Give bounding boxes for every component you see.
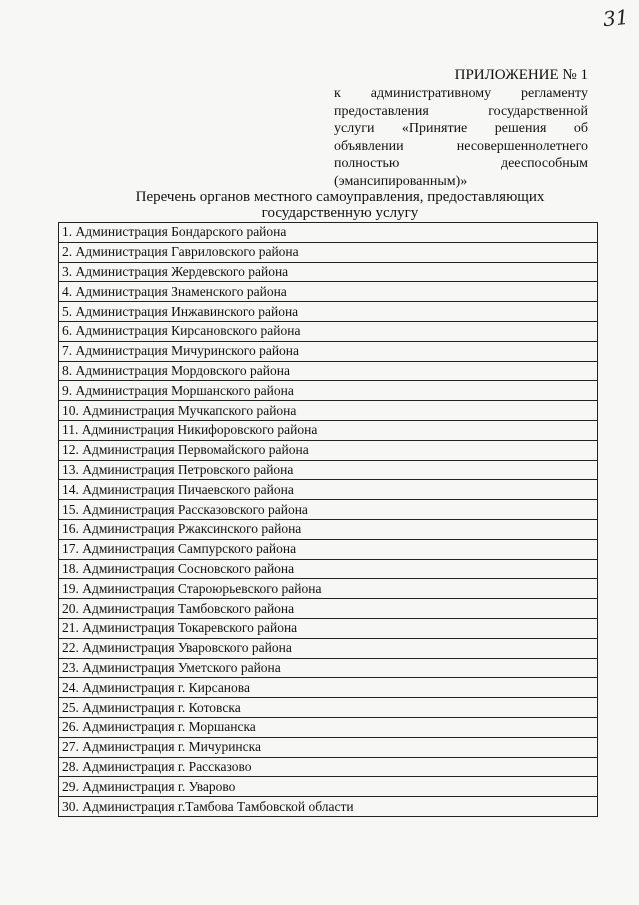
- table-row: [59, 420, 598, 440]
- table-row: [59, 737, 598, 757]
- table-row: [59, 480, 598, 500]
- table-row: [59, 717, 598, 737]
- table-row: [59, 579, 598, 599]
- table-row: [59, 559, 598, 579]
- handwritten-page-number: 31: [601, 4, 630, 32]
- table-row: [59, 519, 598, 539]
- administration-cell: 16. Администрация Ржаксинского района: [59, 519, 598, 539]
- table-row: [59, 262, 598, 282]
- table-row: [59, 757, 598, 777]
- appendix-line: полностью дееспособным: [334, 156, 588, 171]
- table-row: [59, 401, 598, 421]
- table-row: [59, 242, 598, 262]
- administration-cell: 7. Администрация Мичуринского района: [59, 341, 598, 361]
- appendix-line: предоставления государственной: [334, 103, 588, 119]
- administration-cell: 18. Администрация Сосновского района: [59, 559, 598, 579]
- administration-cell: 1. Администрация Бондарского района: [59, 223, 598, 243]
- appendix-line: услуги «Принятие решения об: [334, 121, 588, 136]
- administration-cell: 15. Администрация Рассказовского района: [59, 500, 598, 520]
- table-row: [59, 341, 598, 361]
- table-row: [59, 282, 598, 302]
- administration-cell: 17. Администрация Сампурского района: [59, 539, 598, 559]
- table-row: [59, 500, 598, 520]
- administration-cell: 13. Администрация Петровского района: [59, 460, 598, 480]
- table-row: [59, 460, 598, 480]
- table-row: [59, 381, 598, 401]
- administration-cell: 5. Администрация Инжавинского района: [59, 302, 598, 322]
- administration-cell: 3. Администрация Жердевского района: [59, 262, 598, 282]
- list-heading: Перечень органов местного самоуправления, предоставляющих государственную услугу: [135, 189, 545, 221]
- table-row: [59, 302, 598, 322]
- appendix-line: (эмансипированным)»: [334, 173, 468, 189]
- table-row: [59, 777, 598, 797]
- administration-cell: 19. Администрация Староюрьевского района: [59, 579, 598, 599]
- administration-cell: 29. Администрация г. Уварово: [59, 777, 598, 797]
- appendix-header: [334, 66, 588, 190]
- table-row: [59, 618, 598, 638]
- administration-cell: 20. Администрация Тамбовского района: [59, 599, 598, 619]
- administration-cell: 22. Администрация Уваровского района: [59, 638, 598, 658]
- table-row: [59, 539, 598, 559]
- administration-cell: 24. Администрация г. Кирсанова: [59, 678, 598, 698]
- administration-cell: 14. Администрация Пичаевского района: [59, 480, 598, 500]
- administration-cell: 11. Администрация Никифоровского района: [59, 420, 598, 440]
- table-row: [59, 321, 598, 341]
- administration-cell: 30. Администрация г.Тамбова Тамбовской области: [59, 797, 598, 817]
- administration-cell: 27. Администрация г. Мичуринска: [59, 737, 598, 757]
- administration-cell: 10. Администрация Мучкапского района: [59, 401, 598, 421]
- table-row: [59, 440, 598, 460]
- table-row: [59, 797, 598, 817]
- appendix-line: объявлении несовершеннолетнего: [334, 138, 588, 154]
- administration-cell: 4. Администрация Знаменского района: [59, 282, 598, 302]
- table-row: [59, 678, 598, 698]
- table-row: [59, 698, 598, 718]
- administration-cell: 25. Администрация г. Котовска: [59, 698, 598, 718]
- table-row: [59, 599, 598, 619]
- administration-cell: 23. Администрация Уметского района: [59, 658, 598, 678]
- table-row: [59, 223, 598, 243]
- table-row: [59, 638, 598, 658]
- administration-cell: 12. Администрация Первомайского района: [59, 440, 598, 460]
- appendix-title: ПРИЛОЖЕНИЕ № 1: [454, 67, 588, 83]
- appendix-line: к административному регламенту: [334, 86, 588, 101]
- table-row: [59, 361, 598, 381]
- administration-cell: 26. Администрация г. Моршанска: [59, 717, 598, 737]
- administration-cell: 9. Администрация Моршанского района: [59, 381, 598, 401]
- administration-cell: 2. Администрация Гавриловского района: [59, 242, 598, 262]
- administration-cell: 6. Администрация Кирсановского района: [59, 321, 598, 341]
- table-row: [59, 658, 598, 678]
- administration-cell: 8. Администрация Мордовского района: [59, 361, 598, 381]
- administration-cell: 21. Администрация Токаревского района: [59, 618, 598, 638]
- administration-cell: 28. Администрация г. Рассказово: [59, 757, 598, 777]
- administrations-table: [58, 222, 598, 817]
